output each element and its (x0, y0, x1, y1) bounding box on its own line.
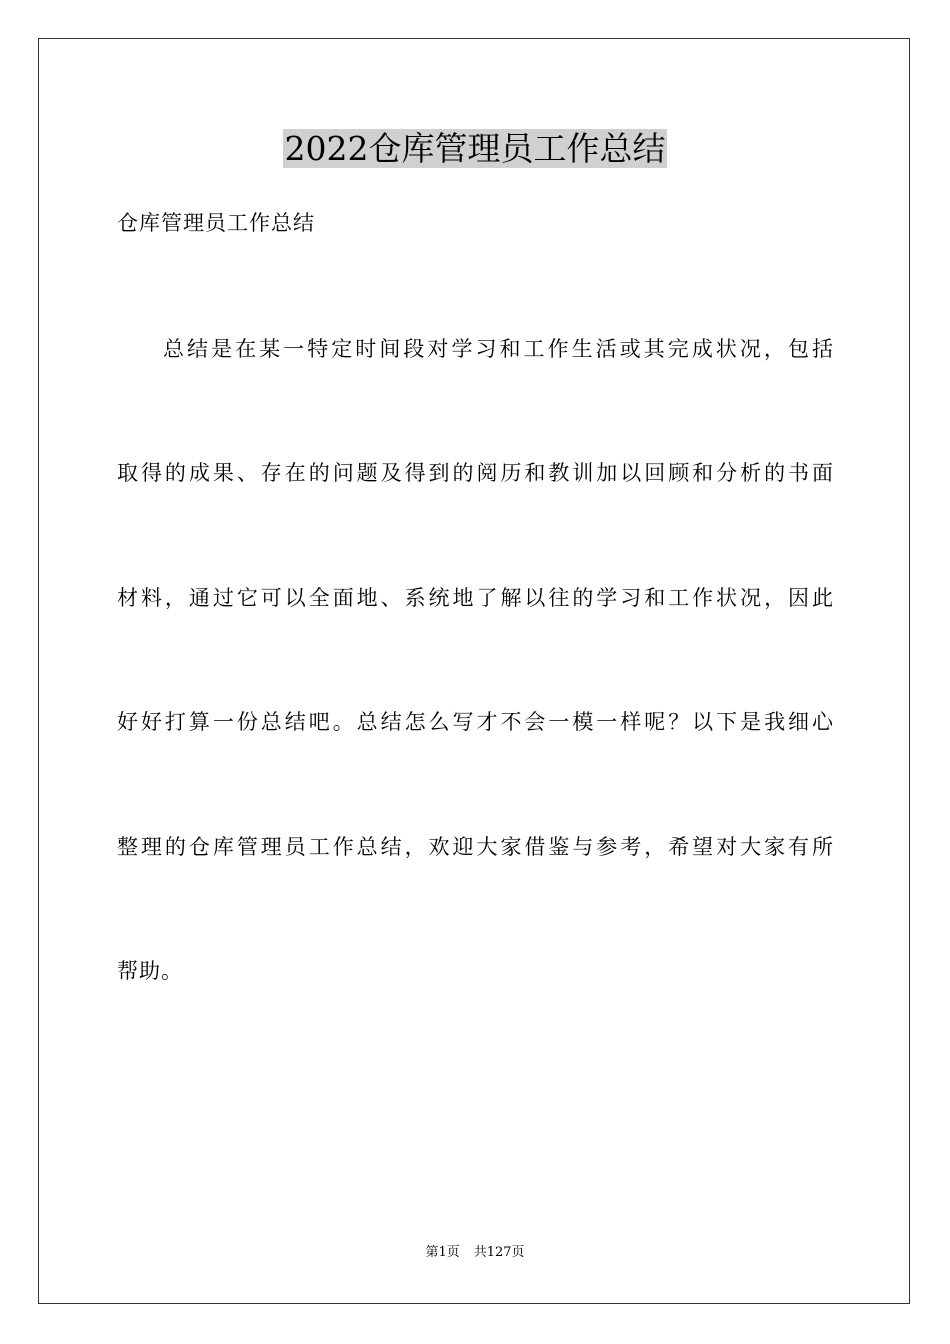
paragraph-line-6: 帮助。 (117, 959, 183, 983)
page-number-current: 第1页 (425, 1245, 460, 1260)
paragraph-line-3: 材料，通过它可以全面地、系统地了解以往的学习和工作状况，因此 (117, 586, 833, 610)
page-number-total: 共127页 (473, 1245, 525, 1260)
document-title-text: 2022仓库管理员工作总结 (284, 129, 666, 168)
page-footer (0, 1244, 950, 1262)
paragraph-line-5: 整理的仓库管理员工作总结，欢迎大家借鉴与参考，希望对大家有所 (117, 835, 833, 859)
document-title (0, 126, 950, 172)
paragraph-line-2: 取得的成果、存在的问题及得到的阅历和教训加以回顾和分析的书面 (117, 461, 833, 485)
paragraph-line-1: 总结是在某一特定时间段对学习和工作生活或其完成状况，包括 (163, 337, 833, 361)
paragraph-line-4: 好好打算一份总结吧。总结怎么写才不会一模一样呢？以下是我细心 (117, 710, 833, 734)
document-subtitle: 仓库管理员工作总结 (117, 211, 315, 235)
